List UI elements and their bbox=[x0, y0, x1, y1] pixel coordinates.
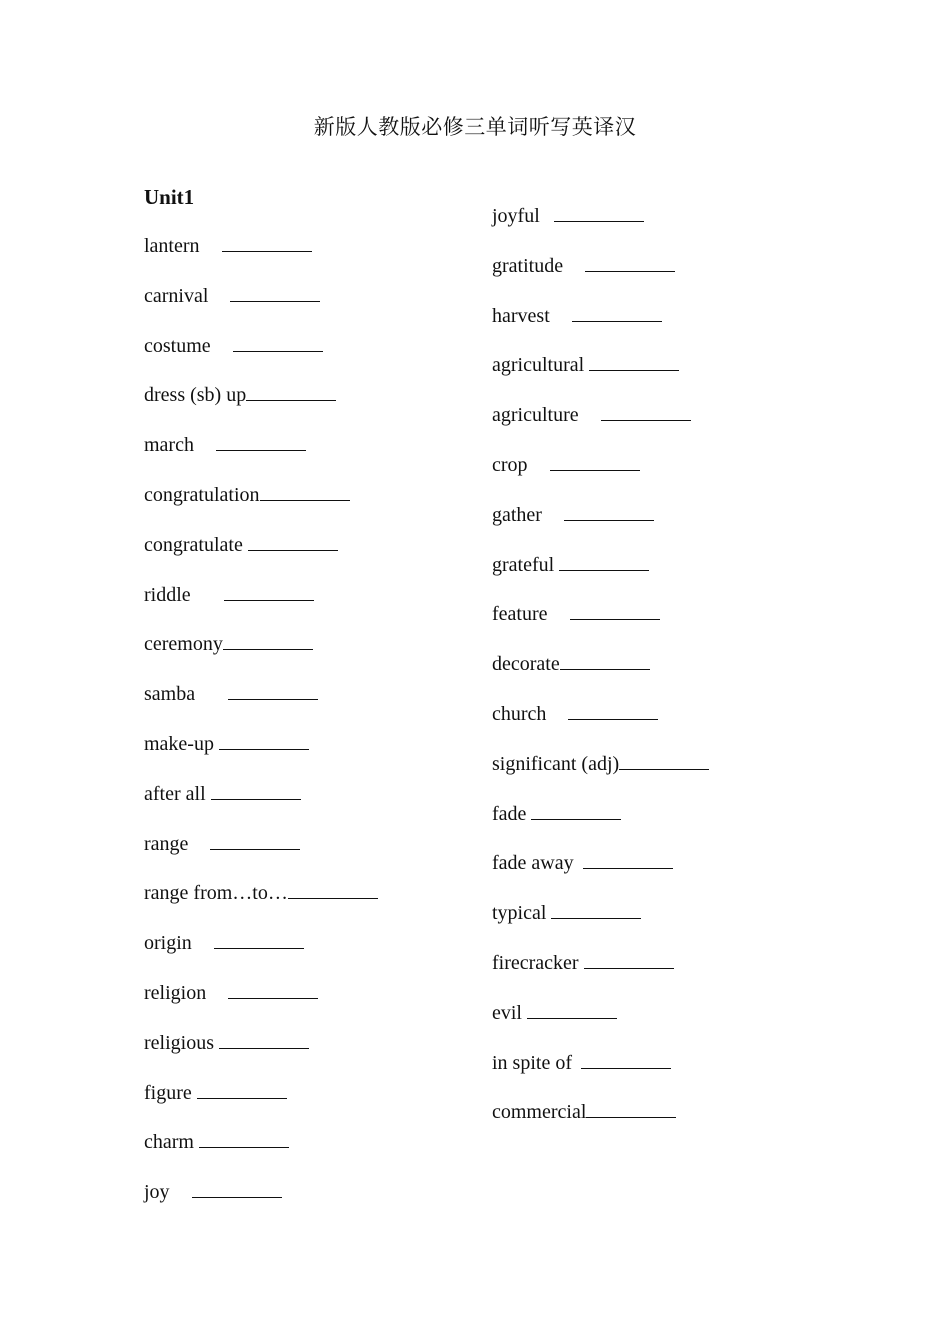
answer-blank[interactable] bbox=[219, 731, 309, 750]
answer-blank[interactable] bbox=[583, 850, 673, 869]
vocab-word: gather bbox=[492, 503, 542, 526]
answer-blank[interactable] bbox=[527, 1000, 617, 1019]
vocab-entry bbox=[144, 730, 464, 780]
vocab-entry bbox=[144, 830, 464, 880]
answer-blank[interactable] bbox=[248, 532, 338, 551]
vocab-word: harvest bbox=[492, 304, 550, 327]
answer-blank[interactable] bbox=[222, 233, 312, 252]
vocab-entry bbox=[492, 202, 812, 252]
vocab-word: typical bbox=[492, 902, 547, 925]
vocab-word: costume bbox=[144, 334, 211, 357]
answer-blank[interactable] bbox=[564, 502, 654, 521]
vocab-entry bbox=[492, 650, 812, 700]
vocab-word: carnival bbox=[144, 284, 209, 307]
vocab-word: figure bbox=[144, 1081, 192, 1104]
vocab-word: decorate bbox=[492, 653, 560, 676]
vocab-entry bbox=[144, 431, 464, 481]
vocab-word: fade away bbox=[492, 852, 574, 875]
vocab-word: gratitude bbox=[492, 254, 564, 277]
unit-heading: Unit1 bbox=[144, 185, 195, 209]
vocab-word: church bbox=[492, 702, 547, 725]
answer-blank[interactable] bbox=[211, 781, 301, 800]
vocab-word: joyful bbox=[492, 205, 540, 227]
vocab-word: march bbox=[144, 434, 194, 457]
answer-blank[interactable] bbox=[570, 601, 660, 620]
vocab-entry bbox=[144, 1178, 464, 1228]
vocab-word: agriculture bbox=[492, 404, 579, 427]
vocab-word: religion bbox=[144, 981, 207, 1004]
vocab-word: firecracker bbox=[492, 951, 579, 974]
vocab-entry bbox=[492, 800, 812, 850]
vocab-entry bbox=[144, 1128, 464, 1178]
vocab-entry bbox=[492, 1098, 812, 1148]
vocab-entry bbox=[144, 531, 464, 581]
answer-blank[interactable] bbox=[560, 651, 650, 670]
vocab-entry bbox=[492, 551, 812, 601]
answer-blank[interactable] bbox=[586, 1099, 676, 1118]
vocab-word: fade bbox=[492, 802, 527, 825]
vocab-entry bbox=[144, 381, 464, 431]
answer-blank[interactable] bbox=[531, 801, 621, 820]
vocab-word: range bbox=[144, 832, 189, 855]
vocab-entry bbox=[144, 1029, 464, 1079]
vocab-entry bbox=[144, 630, 464, 680]
vocab-entry bbox=[144, 1079, 464, 1129]
vocab-entry bbox=[144, 481, 464, 531]
vocab-entry bbox=[492, 750, 812, 800]
answer-blank[interactable] bbox=[192, 1179, 282, 1198]
vocab-word: congratulation bbox=[144, 483, 260, 506]
vocab-entry bbox=[492, 849, 812, 899]
vocab-entry bbox=[144, 282, 464, 332]
answer-blank[interactable] bbox=[230, 283, 320, 302]
vocab-entry bbox=[492, 351, 812, 401]
answer-blank[interactable] bbox=[601, 402, 691, 421]
vocab-word: in spite of bbox=[492, 1051, 572, 1074]
vocab-word: joy bbox=[144, 1181, 170, 1204]
vocab-word: charm bbox=[144, 1131, 194, 1154]
answer-blank[interactable] bbox=[228, 980, 318, 999]
vocab-word: origin bbox=[144, 932, 192, 955]
answer-blank[interactable] bbox=[585, 253, 675, 272]
vocab-word: ceremony bbox=[144, 633, 223, 656]
vocab-word: samba bbox=[144, 683, 196, 706]
vocab-word: feature bbox=[492, 603, 548, 626]
vocab-word: commercial bbox=[492, 1101, 587, 1124]
answer-blank[interactable] bbox=[288, 880, 378, 899]
answer-blank[interactable] bbox=[228, 681, 318, 700]
answer-blank[interactable] bbox=[551, 900, 641, 919]
answer-blank[interactable] bbox=[199, 1129, 289, 1148]
answer-blank[interactable] bbox=[224, 582, 314, 601]
vocab-word: evil bbox=[492, 1001, 522, 1024]
vocab-word: make-up bbox=[144, 732, 214, 755]
answer-blank[interactable] bbox=[619, 751, 709, 770]
vocab-entry bbox=[144, 680, 464, 730]
answer-blank[interactable] bbox=[581, 1050, 671, 1069]
answer-blank[interactable] bbox=[214, 930, 304, 949]
vocab-entry bbox=[492, 700, 812, 750]
answer-blank[interactable] bbox=[246, 382, 336, 401]
vocab-entry bbox=[492, 401, 812, 451]
vocab-entry bbox=[144, 332, 464, 382]
answer-blank[interactable] bbox=[210, 831, 300, 850]
vocab-word: range from…to… bbox=[144, 882, 288, 905]
vocab-word: riddle bbox=[144, 583, 191, 606]
vocab-entry bbox=[492, 302, 812, 352]
left-word-column bbox=[144, 232, 464, 1228]
vocab-entry bbox=[144, 979, 464, 1029]
vocab-word: religious bbox=[144, 1031, 214, 1054]
vocab-word: congratulate bbox=[144, 533, 243, 556]
answer-blank[interactable] bbox=[550, 452, 640, 471]
vocab-entry bbox=[492, 999, 812, 1049]
answer-blank[interactable] bbox=[568, 701, 658, 720]
answer-blank[interactable] bbox=[584, 950, 674, 969]
answer-blank[interactable] bbox=[219, 1030, 309, 1049]
vocab-entry bbox=[492, 501, 812, 551]
vocab-entry bbox=[144, 581, 464, 631]
vocab-word: significant (adj) bbox=[492, 752, 620, 775]
answer-blank[interactable] bbox=[554, 203, 644, 222]
vocab-entry bbox=[144, 780, 464, 830]
vocab-entry bbox=[492, 600, 812, 650]
page-title: 新版人教版必修三单词听写英译汉 bbox=[313, 115, 637, 139]
answer-blank[interactable] bbox=[197, 1080, 287, 1099]
answer-blank[interactable] bbox=[216, 432, 306, 451]
vocab-word: crop bbox=[492, 453, 528, 476]
vocab-word: agricultural bbox=[492, 354, 585, 377]
vocab-entry bbox=[492, 1049, 812, 1099]
vocab-word: lantern bbox=[144, 235, 200, 257]
vocab-word: grateful bbox=[492, 553, 555, 576]
vocab-entry bbox=[492, 899, 812, 949]
answer-blank[interactable] bbox=[233, 333, 323, 352]
right-word-column bbox=[492, 202, 812, 1148]
answer-blank[interactable] bbox=[223, 631, 313, 650]
vocab-entry bbox=[144, 879, 464, 929]
answer-blank[interactable] bbox=[559, 552, 649, 571]
vocab-entry bbox=[492, 252, 812, 302]
vocab-word: dress (sb) up bbox=[144, 384, 247, 407]
answer-blank[interactable] bbox=[260, 482, 350, 501]
answer-blank[interactable] bbox=[589, 352, 679, 371]
vocab-word: after all bbox=[144, 782, 206, 805]
vocab-entry bbox=[144, 929, 464, 979]
answer-blank[interactable] bbox=[572, 303, 662, 322]
vocab-entry bbox=[144, 232, 464, 282]
vocab-entry bbox=[492, 949, 812, 999]
vocab-entry bbox=[492, 451, 812, 501]
